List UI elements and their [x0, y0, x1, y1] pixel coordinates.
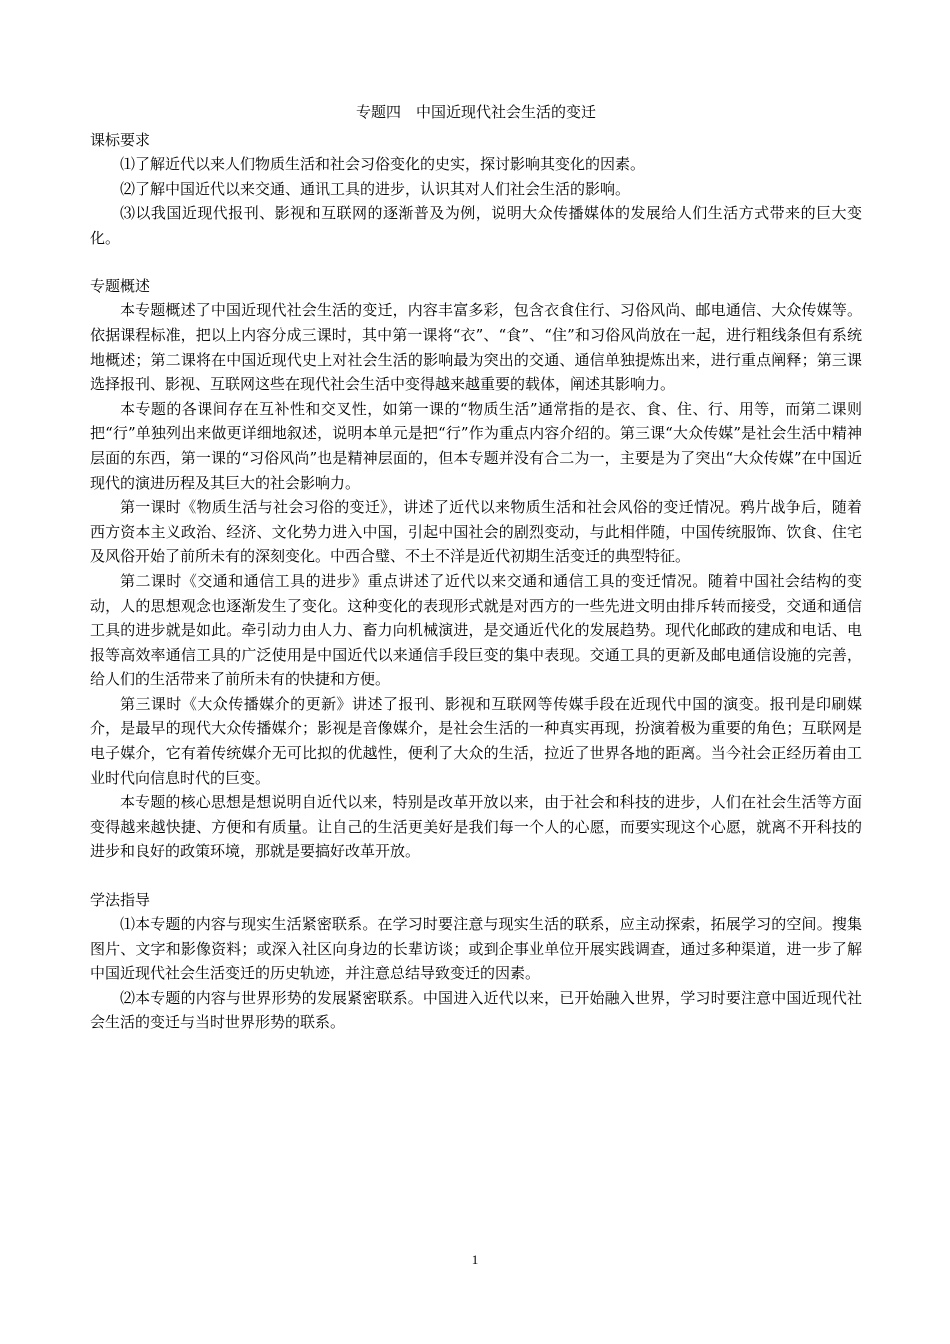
curriculum-item: ⑵了解中国近代以来交通、通讯工具的进步，认识其对人们社会生活的影响。	[120, 179, 631, 198]
study-paragraph: ⑵本专题的内容与世界形势的发展紧密联系。中国进入近代以来，已开始融入世界，学习时要注意中国近现代社会生活的变迁与当时世界形势的联系。	[90, 988, 862, 1032]
overview-paragraph: 本专题概述了中国近现代社会生活的变迁，内容丰富多彩，包含衣食住行、习俗风尚、邮电通信、大众传媒等。依据课程标准，把以上内容分成三课时，其中第一课将“衣”、“食”、“住”和习俗风尚放在一起，进行粗线条但有系统地概述；第二课将在中国近现代史上对社会生活的影响最为突出的交通、通信单独提炼出来，进行重点阐释；第三课选择报刊、影视、互联网这些在现代社会生活中变得越来越重要的载体，阐述其影响力。	[90, 301, 862, 394]
overview-paragraph: 本专题的核心思想是想说明自近代以来，特别是改革开放以来，由于社会和科技的进步，人们在社会生活等方面变得越来越快捷、方便和有质量。让自己的生活更美好是我们每一个人的心愿，而要实现这个心愿，就离不开科技的进步和良好的政策环境，那就是要搞好改革开放。	[90, 793, 862, 861]
overview-heading: 专题概述	[90, 277, 151, 296]
section-gap	[90, 250, 862, 274]
page-title: 专题四 中国近现代社会生活的变迁	[355, 103, 596, 121]
overview-paragraph: 第三课时《大众传播媒介的更新》讲述了报刊、影视和互联网等传媒手段在近现代中国的演变。报刊是印刷媒介，是最早的现代大众传播媒介；影视是音像媒介，是社会生活的一种真实再现，扮演着极为重要的角色；互联网是电子媒介，它有着传统媒介无可比拟的优越性，便利了大众的生活，拉近了世界各地的距离。当今社会正经历着由工业时代向信息时代的巨变。	[90, 694, 862, 787]
overview-paragraph: 第一课时《物质生活与社会习俗的变迁》，讲述了近代以来物质生活和社会风俗的变迁情况。鸦片战争后，随着西方资本主义政治、经济、文化势力进入中国，引起中国社会的剧烈变动，与此相伴随，中国传统服饰、饮食、住宅及风俗开始了前所未有的深刻变化。中西合璧、不土不洋是近代初期生活变迁的典型特征。	[90, 498, 862, 566]
study-heading: 学法指导	[90, 891, 151, 910]
page-number: 1	[471, 1252, 479, 1267]
page-content	[90, 100, 862, 1035]
curriculum-heading: 课标要求	[90, 131, 151, 149]
study-paragraph: ⑴本专题的内容与现实生活紧密联系。在学习时要注意与现实生活的联系，应主动探索，拓展学习的空间。搜集图片、文字和影像资料；或深入社区向身边的长辈访谈；或到企事业单位开展实践调查，通过多种渠道，进一步了解中国近现代社会生活变迁的历史轨迹，并注意总结导致变迁的因素。	[90, 915, 862, 983]
curriculum-item: ⑶以我国近现代报刊、影视和互联网的逐渐普及为例，说明大众传播媒体的发展给人们生活方式带来的巨大变化。	[90, 204, 862, 247]
overview-paragraph: 第二课时《交通和通信工具的进步》重点讲述了近代以来交通和通信工具的变迁情况。随着中国社会结构的变动，人的思想观念也逐渐发生了变化。这种变化的表现形式就是对西方的一些先进文明由排斥转而接受，交通和通信工具的进步就是如此。牵引动力由人力、畜力向机械演进，是交通近代化的发展趋势。现代化邮政的建成和电话、电报等高效率通信工具的广泛使用是中国近代以来通信手段巨变的集中表现。交通工具的更新及邮电通信设施的完善，给人们的生活带来了前所未有的快捷和方便。	[90, 571, 862, 689]
section-gap	[90, 864, 862, 888]
curriculum-item: ⑴了解近代以来人们物质生活和社会习俗变化的史实，探讨影响其变化的因素。	[120, 155, 646, 173]
overview-paragraph: 本专题的各课间存在互补性和交叉性，如第一课的“物质生活”通常指的是衣、食、住、行、用等，而第二课则把“行”单独列出来做更详细地叙述，说明本单元是把“行”作为重点内容介绍的。第三课“大众传媒”是社会生活中精神层面的东西，第一课的“习俗风尚”也是精神层面的，但本专题并没有合二为一，主要是为了突出“大众传媒”在中国近现代的演进历程及其巨大的社会影响力。	[90, 399, 862, 492]
